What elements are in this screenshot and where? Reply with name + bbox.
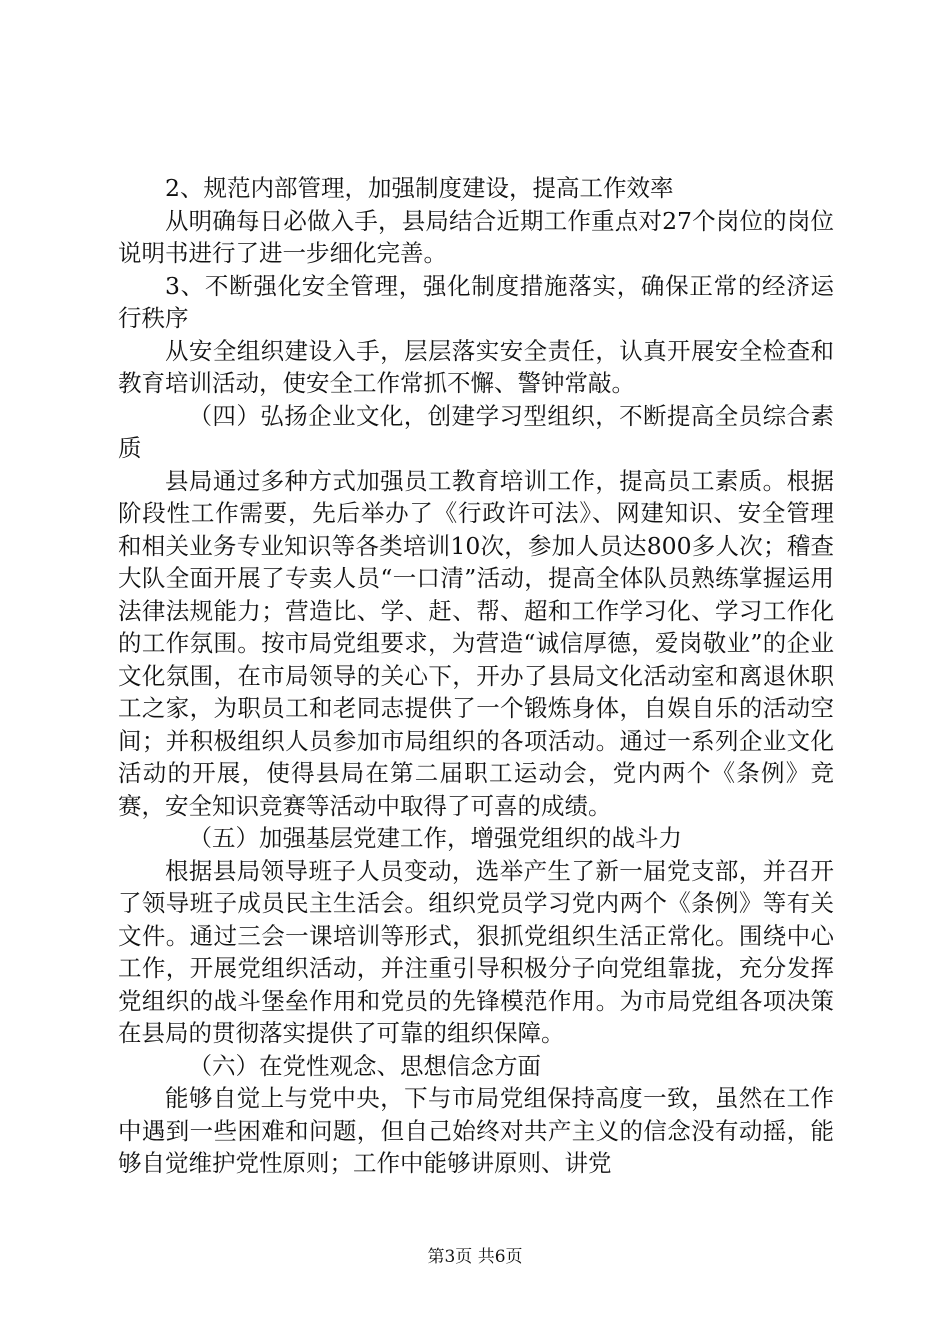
document-body bbox=[118, 172, 834, 1180]
paragraph-party-spirit: 能够自觉上与党中央，下与市局党组保持高度一致，虽然在工作中遇到一些困难和问题，但自己始终对共产主义的信念没有动摇，能够自觉维护党性原则；工作中能够讲原则、讲党 bbox=[118, 1084, 834, 1177]
subheading-safety-management: 3、不断强化安全管理，强化制度措施落实，确保正常的经济运行秩序 bbox=[118, 271, 834, 332]
paragraph-party-branch: 根据县局领导班子人员变动，选举产生了新一届党支部，并召开了领导班子成员民主生活会。组织党员学习党内两个《条例》等有关文件。通过三会一课培训等形式，狠抓党组织生活正常化。围绕中心工作，开展党组织活动，并注重引导积极分子向党组靠拢，充分发挥党组织的战斗堡垒作用和党员的先锋模范作用。为市局党组各项决策在县局的贯彻落实提供了可靠的组织保障。 bbox=[118, 856, 834, 1047]
page-footer: 第3页 共6页 bbox=[427, 1247, 523, 1267]
heading-party-spirit: （六）在党性观念、思想信念方面 bbox=[188, 1051, 541, 1080]
paragraph-training: 县局通过多种方式加强员工教育培训工作，提高员工素质。根据阶段性工作需要，先后举办了《行政许可法》、网建知识、安全管理和相关业务专业知识等各类培训10次，参加人员达800多人次；稽查大队全面开展了专卖人员“一口清”活动，提高全体队员熟练掌握运用法律法规能力；营造比、学、赶、帮、超和工作学习化、学习工作化的工作氛围。按市局党组要求，为营造“诚信厚德，爱岗敬业”的企业文化氛围，在市局领导的关心下，开办了县局文化活动室和离退休职工之家，为职员工和老同志提供了一个锻炼身体，自娱自乐的活动空间；并积极组织人员参加市局组织的各项活动。通过一系列企业文化活动的开展，使得县局在第二届职工运动会，党内两个《条例》竞赛，安全知识竞赛等活动中取得了可喜的成绩。 bbox=[118, 466, 834, 820]
heading-party-building: （五）加强基层党建工作，增强党组织的战斗力 bbox=[188, 824, 682, 852]
subheading-internal-management: 2、规范内部管理，加强制度建设，提高工作效率 bbox=[165, 174, 674, 202]
paragraph-job-descriptions: 从明确每日必做入手，县局结合近期工作重点对27个岗位的岗位说明书进行了进一步细化完善。 bbox=[118, 206, 834, 267]
heading-corporate-culture: （四）弘扬企业文化，创建学习型组织，不断提高全员综合素质 bbox=[118, 401, 834, 462]
paragraph-safety-organization: 从安全组织建设入手，层层落实安全责任，认真开展安全检查和教育培训活动，使安全工作常抓不懈、警钟常敲。 bbox=[118, 336, 834, 397]
